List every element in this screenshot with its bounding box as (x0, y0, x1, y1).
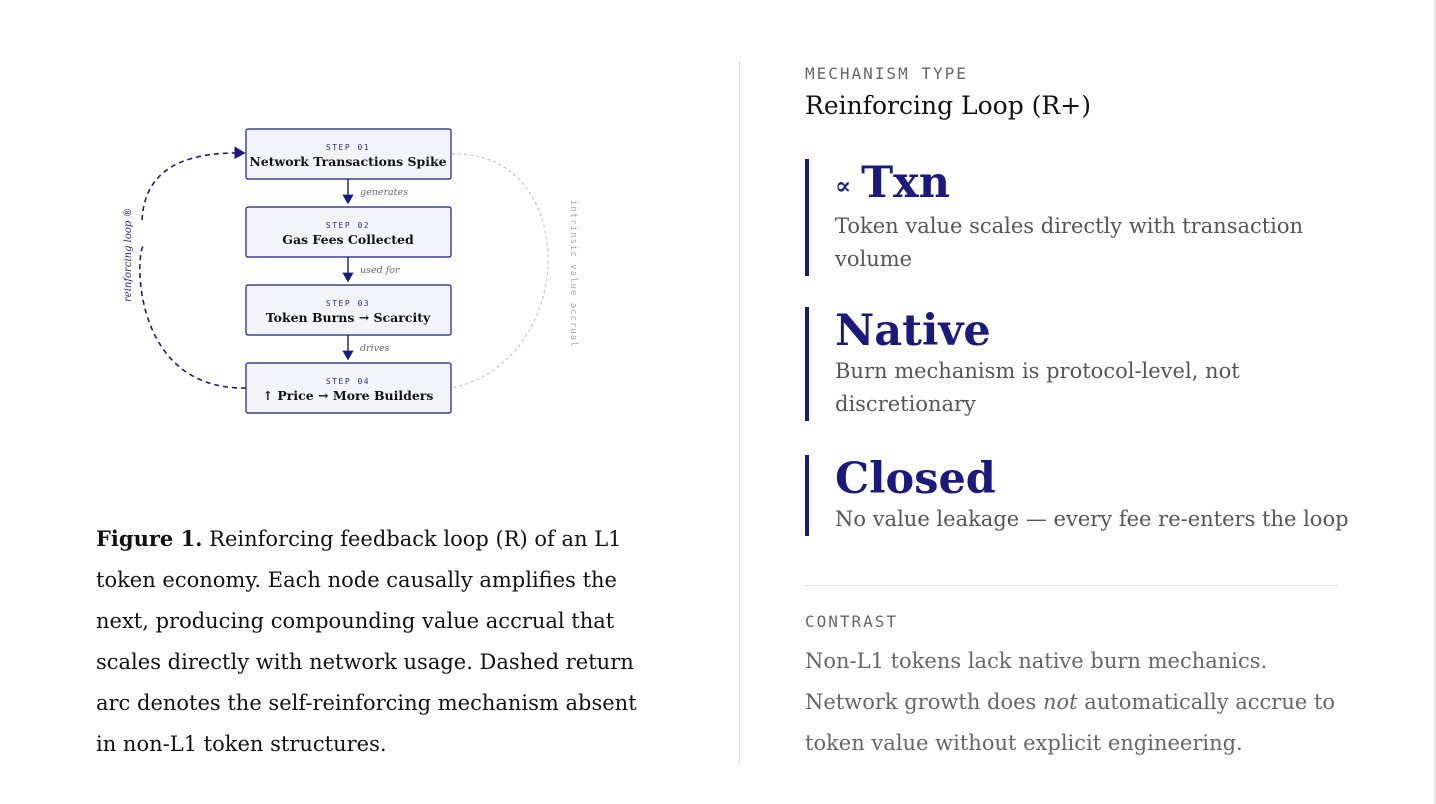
mechanism-label: MECHANISM TYPE (805, 64, 968, 83)
reinforcing-loop-arc (140, 245, 246, 388)
stat-txn (805, 159, 1355, 276)
stat-headline (835, 159, 1355, 210)
node-title: Token Burns → Scarcity (265, 310, 431, 325)
accrual-arc (452, 154, 548, 388)
contrast-text-a: Non-L1 tokens lack native burn mechanics. Network growth does (805, 649, 1268, 714)
stat-description: Token value scales directly with transaction volume (835, 214, 1304, 271)
stat-closed (805, 455, 1355, 536)
node-step-02 (246, 207, 451, 257)
contrast-emphasis: not (1043, 690, 1078, 714)
caption-lead: Figure 1. (96, 526, 203, 551)
contrast-section (805, 612, 1345, 764)
node-step-label: STEP 03 (325, 299, 371, 308)
reinforcing-loop-label: reinforcing loop ® (123, 207, 134, 302)
edge-label-drives: drives (360, 343, 390, 354)
stat-description: Burn mechanism is protocol-level, not discretionary (835, 359, 1240, 416)
contrast-text-b: automatically accrue to token value without explicit engineering. (805, 690, 1336, 755)
node-title: Network Transactions Spike (249, 154, 447, 169)
node-title: ↑ Price → More Builders (262, 388, 434, 403)
stat-description: No value leakage — every fee re-enters the loop (835, 507, 1349, 531)
contrast-text (805, 641, 1345, 764)
figure-caption (96, 518, 656, 765)
feedback-loop-diagram (100, 110, 620, 440)
contrast-label: CONTRAST (805, 612, 899, 631)
edge-label-generates: generates (360, 187, 408, 198)
accrual-label: intrinsic value accrual (568, 200, 578, 348)
node-title: Gas Fees Collected (282, 232, 414, 247)
mechanism-section (805, 64, 1345, 120)
node-step-03 (246, 285, 451, 335)
node-step-label: STEP 01 (325, 143, 371, 152)
stat-headline: Closed (835, 454, 996, 504)
caption-text: Reinforcing feedback loop (R) of an L1 token economy. Each node causally amplifies the next, producing compounding value accrual that scales directly with network usage. Dashed return arc denotes the self-reinforcing mechanism absent in non-L1 token structures. (96, 527, 637, 756)
proportional-icon: ∝ (835, 171, 852, 200)
mechanism-value: Reinforcing Loop (R+) (805, 91, 1091, 120)
node-step-01 (246, 129, 451, 179)
node-step-04 (246, 363, 451, 413)
stat-headline-text: Txn (861, 158, 951, 208)
section-divider (805, 585, 1338, 586)
reinforcing-loop-arc-top (142, 153, 244, 220)
node-step-label: STEP 02 (325, 221, 371, 230)
stat-native (805, 307, 1355, 421)
edge-label-used-for: used for (360, 265, 400, 276)
node-step-label: STEP 04 (325, 377, 371, 386)
column-divider (739, 62, 740, 764)
stat-headline: Native (835, 306, 991, 356)
